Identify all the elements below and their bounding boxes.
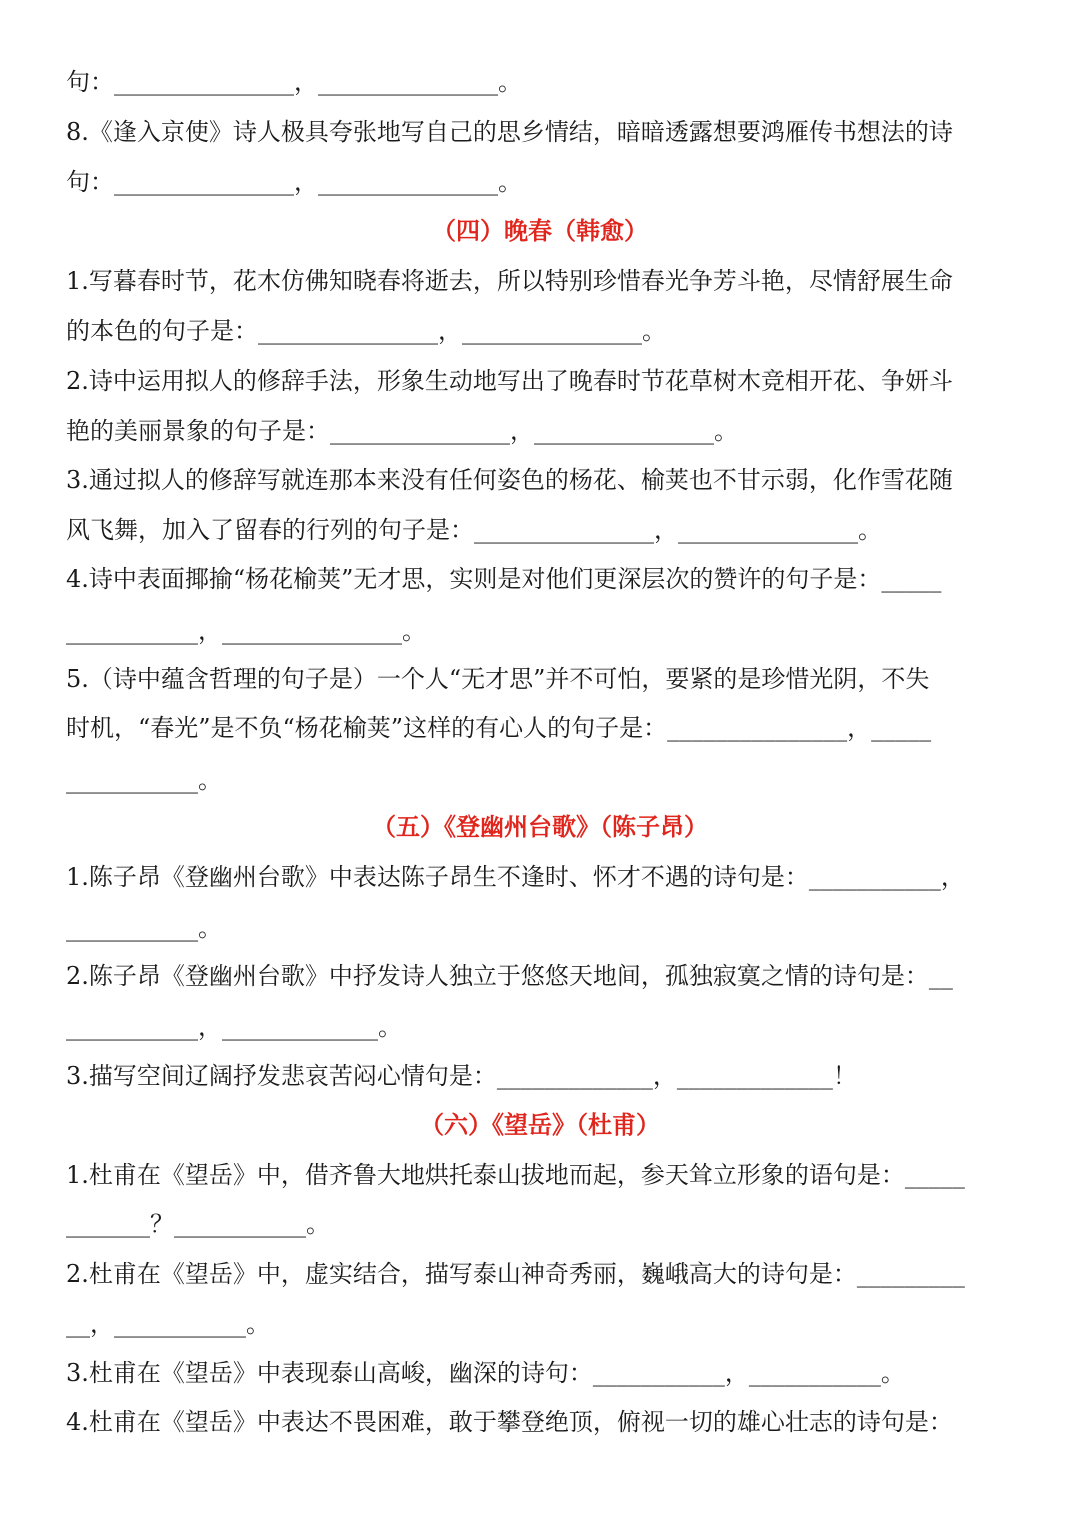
question-line: 1.陈子昂《登幽州台歌》中表达陈子昂生不逢时、怀才不遇的诗句是：___________，: [66, 863, 965, 891]
question-line: 4.杜甫在《望岳》中表达不畏困难，敢于攀登绝顶，俯视一切的雄心壮志的诗句是：: [66, 1408, 953, 1436]
question-line: 句：_______________，_______________。: [66, 168, 522, 196]
question-line: 的本色的句子是：_______________，_______________。: [66, 317, 666, 345]
question-line: 2.诗中运用拟人的修辞手法，形象生动地写出了晚春时节花草树木竞相开花、争妍斗: [66, 367, 953, 395]
section-heading-4: （四）晚春（韩愈）: [432, 217, 648, 245]
question-line: ___________，_____________。: [66, 1013, 402, 1041]
question-line: 风飞舞，加入了留春的行列的句子是：_______________，_______________。: [66, 516, 882, 544]
question-line: 时机，“春光”是不负“杨花榆荚”这样的有心人的句子是：_______________，_____: [66, 714, 932, 742]
question-line: 3.通过拟人的修辞写就连那本来没有任何姿色的杨花、榆荚也不甘示弱，化作雪花随: [66, 466, 953, 494]
question-line: ___________。: [66, 914, 222, 942]
question-line: 8.《逢入京使》诗人极具夸张地写自己的思乡情结，暗暗透露想要鸿雁传书想法的诗: [66, 118, 953, 146]
question-line: 句：_______________，_______________。: [66, 68, 522, 96]
question-line: 4.诗中表面揶揄“杨花榆荚”无才思，实则是对他们更深层次的赞许的句子是：_____: [66, 565, 942, 593]
question-line: ___________。: [66, 766, 222, 794]
question-line: 1.写暮春时节，花木仿佛知晓春将逝去，所以特别珍惜春光争芳斗艳，尽情舒展生命: [66, 267, 953, 295]
question-line: 1.杜甫在《望岳》中，借齐鲁大地烘托泰山拔地而起，参天耸立形象的语句是：_____: [66, 1161, 965, 1189]
question-line: 2.杜甫在《望岳》中，虚实结合，描写泰山神奇秀丽，巍峨高大的诗句是：_________: [66, 1260, 965, 1288]
question-line: __，___________。: [66, 1310, 270, 1338]
question-line: 艳的美丽景象的句子是：_______________，_______________。: [66, 417, 738, 445]
section-heading-5: （五）《登幽州台歌》（陈子昂）: [372, 813, 708, 841]
question-line: 3.描写空间辽阔抒发悲哀苦闷心情句是：_____________，_____________！: [66, 1062, 857, 1090]
question-line: 3.杜甫在《望岳》中表现泰山高峻，幽深的诗句：___________，___________。: [66, 1359, 905, 1387]
question-line: 2.陈子昂《登幽州台歌》中抒发诗人独立于悠悠天地间，孤独寂寞之情的诗句是：__: [66, 962, 953, 990]
question-line: ___________，_______________。: [66, 617, 426, 645]
section-heading-6: （六）《望岳》（杜甫）: [420, 1111, 660, 1139]
question-line: 5.（诗中蕴含哲理的句子是）一个人“无才思”并不可怕，要紧的是珍惜光阴，不失: [66, 665, 930, 693]
question-line: _______？___________。: [66, 1210, 330, 1238]
